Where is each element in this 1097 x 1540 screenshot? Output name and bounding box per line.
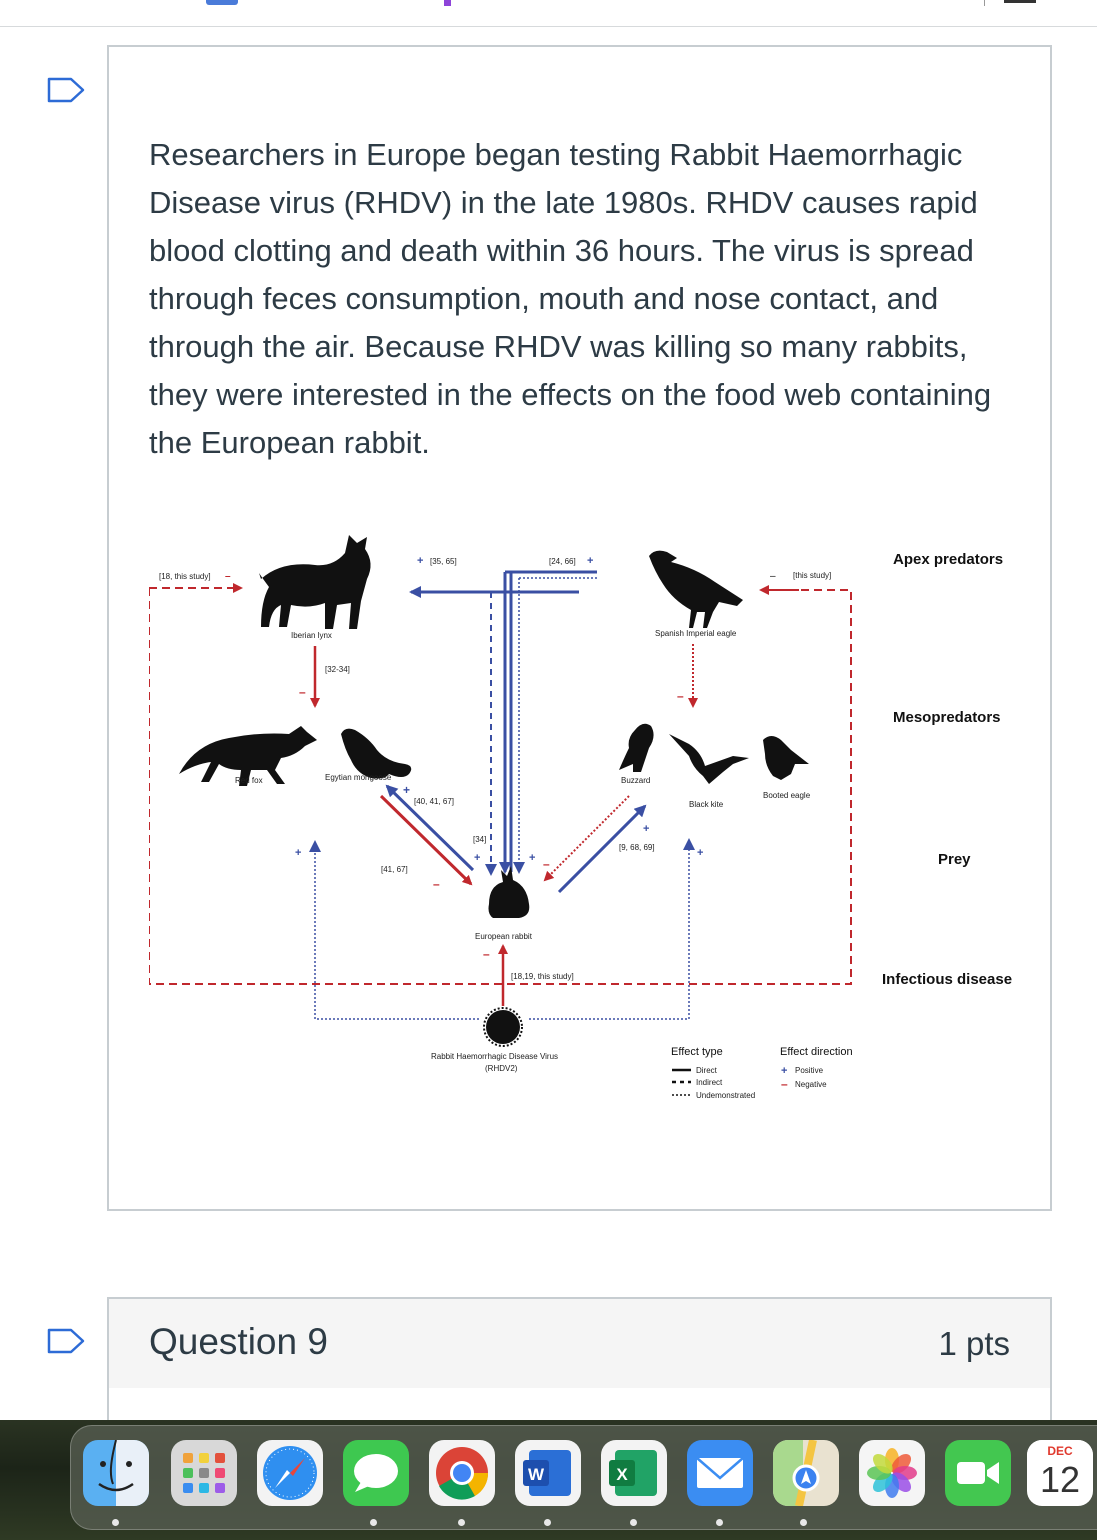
ref-34: [34] <box>473 835 487 844</box>
svg-text:–: – <box>433 877 440 891</box>
ref-18-19-this-study: [18,19, this study] <box>511 972 574 981</box>
legend-indirect: Indirect <box>696 1078 723 1087</box>
running-indicator <box>716 1519 723 1526</box>
svg-text:+: + <box>643 823 650 835</box>
legend-positive: Positive <box>795 1066 824 1075</box>
svg-text:–: – <box>543 857 550 871</box>
question-flag-icon[interactable] <box>47 1328 85 1354</box>
egyptian-mongoose-icon <box>341 729 411 779</box>
label-european-rabbit: European rabbit <box>475 932 532 941</box>
label-booted-eagle: Booted eagle <box>763 791 811 800</box>
svg-text:+: + <box>295 847 302 859</box>
chrome-icon[interactable] <box>429 1440 495 1506</box>
word-icon[interactable] <box>515 1440 581 1506</box>
ref-this-study: [this study] <box>793 571 832 580</box>
svg-text:+: + <box>697 847 704 859</box>
label-buzzard: Buzzard <box>621 776 651 785</box>
safari-icon[interactable] <box>257 1440 323 1506</box>
question-text: Researchers in Europe began testing Rabbit Haemorrhagic Disease virus (RHDV) in the late 1980s. RHDV causes rapid blood clotting and death within 36 hours. The virus is spread through feces consumption, mouth and nose contact, and through the air. Because RHDV was killing so many rabbits, they were interested in the effects on the food web containing the European rabbit. <box>149 137 992 460</box>
running-indicator <box>112 1519 119 1526</box>
sign-negative: – <box>225 571 231 582</box>
black-kite-icon <box>669 734 749 784</box>
label-egyptian-mongoose: Egytian mongoose <box>325 773 392 782</box>
label-spanish-imperial-eagle: Spanish Imperial eagle <box>655 629 737 638</box>
ref-9-68-69: [9, 68, 69] <box>619 843 655 852</box>
svg-text:–: – <box>299 685 306 699</box>
finder-icon[interactable] <box>83 1440 149 1506</box>
virus-indirect-loop <box>149 588 851 984</box>
toolbar-divider <box>984 0 985 6</box>
svg-text:–: – <box>677 689 684 703</box>
svg-text:+: + <box>529 852 536 864</box>
booted-eagle-icon <box>763 736 809 780</box>
ref-40-41-67: [40, 41, 67] <box>414 797 455 806</box>
label-black-kite: Black kite <box>689 800 724 809</box>
mail-icon[interactable] <box>687 1440 753 1506</box>
dock <box>70 1425 1097 1530</box>
legend-effect-type: Effect type <box>671 1046 723 1058</box>
level-meso: Mesopredators <box>893 709 1001 726</box>
top-toolbar-strip <box>0 0 1097 27</box>
legend-undemonstrated: Undemonstrated <box>696 1091 756 1100</box>
label-red-fox: Red fox <box>235 776 263 785</box>
arrow-raptors-to-rabbit <box>545 796 629 880</box>
facetime-icon[interactable] <box>945 1440 1011 1506</box>
level-disease: Infectious disease <box>882 971 1013 988</box>
excel-letter: X <box>616 1465 628 1484</box>
ref-32-34: [32-34] <box>325 665 350 674</box>
word-letter: W <box>527 1465 545 1484</box>
label-iberian-lynx: Iberian lynx <box>291 631 332 640</box>
maps-icon[interactable] <box>773 1440 839 1506</box>
label-rhdv: Rabbit Haemorrhagic Disease Virus <box>431 1052 559 1061</box>
spanish-imperial-eagle-icon <box>649 551 743 628</box>
running-indicator <box>544 1519 551 1526</box>
svg-text:–: – <box>483 947 490 961</box>
legend-negative: Negative <box>795 1080 827 1089</box>
calendar-month: DEC <box>1027 1440 1093 1460</box>
label-rhdv2: (RHDV2) <box>485 1064 518 1073</box>
legend-effect-direction: Effect direction <box>780 1046 853 1058</box>
toolbar-marker <box>444 0 451 6</box>
ref-35-65: [35, 65] <box>430 557 457 566</box>
question-title: Question 9 <box>149 1321 328 1362</box>
running-indicator <box>458 1519 465 1526</box>
photos-icon[interactable] <box>859 1440 925 1506</box>
bookmark-flag-icon[interactable] <box>47 77 85 103</box>
legend-direct: Direct <box>696 1066 717 1075</box>
rhdv-virus-icon <box>484 1008 522 1046</box>
level-prey: Prey <box>938 851 971 868</box>
level-apex: Apex predators <box>893 551 1004 568</box>
ref-18-this-study: [18, this study] <box>159 572 211 581</box>
running-indicator <box>630 1519 637 1526</box>
running-indicator <box>800 1519 807 1526</box>
launchpad-icon[interactable] <box>171 1440 237 1506</box>
question-header <box>107 1297 1052 1390</box>
buzzard-icon <box>619 724 654 772</box>
iberian-lynx-icon <box>259 535 371 629</box>
svg-text:+: + <box>403 783 411 797</box>
messages-icon[interactable] <box>343 1440 409 1506</box>
stimulus-card <box>107 45 1052 1211</box>
ref-24-66: [24, 66] <box>549 557 576 566</box>
arrow-virus-to-raptors-undemonstrated <box>529 840 689 1019</box>
calendar-day: 12 <box>1039 1459 1081 1500</box>
svg-text:–: – <box>781 1077 788 1091</box>
sign-negative-eagle: – <box>770 571 776 582</box>
diagram-legend <box>671 1046 853 1100</box>
question-points: 1 pts <box>938 1325 1010 1362</box>
svg-text:+: + <box>781 1065 788 1077</box>
european-rabbit-icon <box>489 866 530 918</box>
running-indicator <box>370 1519 377 1526</box>
svg-text:+: + <box>587 555 594 567</box>
food-web-diagram <box>149 484 1019 1104</box>
toolbar-tab-indicator[interactable] <box>206 0 238 5</box>
calendar-icon[interactable] <box>1027 1440 1093 1506</box>
excel-icon[interactable] <box>601 1440 667 1506</box>
toolbar-marker-right <box>1004 0 1036 3</box>
svg-text:+: + <box>417 555 424 567</box>
svg-text:+: + <box>474 852 481 864</box>
ref-41-67: [41, 67] <box>381 865 408 874</box>
